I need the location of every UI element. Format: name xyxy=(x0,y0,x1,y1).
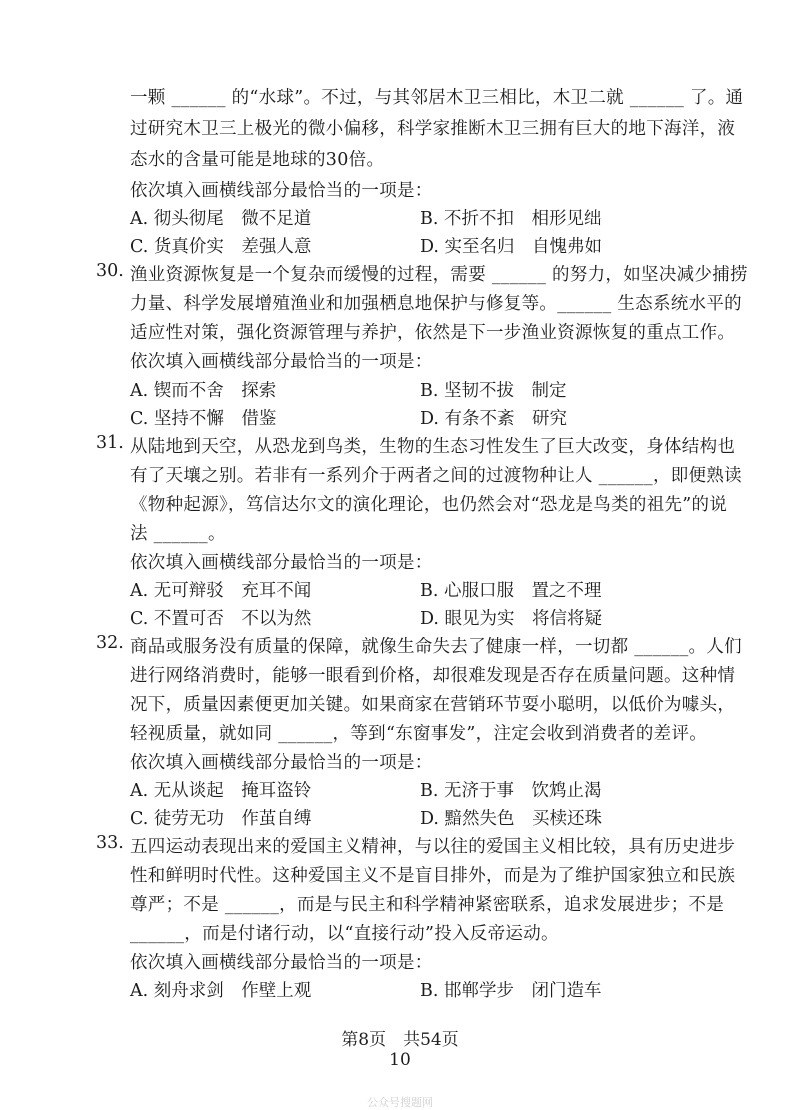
q30-option-c[interactable]: C. 坚持不懈 借鉴 xyxy=(130,409,277,429)
q33-stem-line-2: 性和鲜明时代性。这种爱国主义不是盲目排外，而是为了维护国家独立和民族 xyxy=(130,866,736,886)
q32-stem-line-1: 商品或服务没有质量的保障，就像生命失去了健康一样，一切都 ______。人们 xyxy=(130,637,742,657)
q32-option-b[interactable]: B. 无济于事 饮鸩止渴 xyxy=(420,781,602,801)
q29-option-d[interactable]: D. 实至名归 自愧弗如 xyxy=(420,237,603,257)
q31-option-c[interactable]: C. 不置可否 不以为然 xyxy=(130,609,312,629)
q30-stem-line-1: 渔业资源恢复是一个复杂而缓慢的过程，需要 ______ 的努力，如坚决减少捕捞 xyxy=(130,265,748,285)
q33-option-a[interactable]: A. 刻舟求剑 作壁上观 xyxy=(130,981,312,1001)
q29-stem-line-1: 一颗 ______ 的“水球”。不过，与其邻居木卫三相比，木卫二就 ______ 了。通 xyxy=(130,88,744,108)
q31-prompt: 依次填入画横线部分最恰当的一项是： xyxy=(130,553,433,573)
q31-option-a[interactable]: A. 无可辩驳 充耳不闻 xyxy=(130,581,312,601)
q30-prompt: 依次填入画横线部分最恰当的一项是： xyxy=(130,352,433,372)
q33-number: 33. xyxy=(96,833,124,853)
q31-number: 31. xyxy=(96,433,124,453)
q32-stem-line-4: 轻视质量，就如同 ______，等到“东窗事发”，注定会收到消费者的差评。 xyxy=(130,724,708,744)
q30-option-d[interactable]: D. 有条不紊 研究 xyxy=(420,409,568,429)
q29-option-b[interactable]: B. 不折不扣 相形见绌 xyxy=(420,209,602,229)
q32-prompt: 依次填入画横线部分最恰当的一项是： xyxy=(130,753,433,773)
q29-stem-line-2: 过研究木卫三上极光的微小偏移，科学家推断木卫三拥有巨大的地下海洋，液 xyxy=(130,119,736,139)
page-of-total: 第8页 共54页 xyxy=(341,1030,459,1050)
q30-number: 30. xyxy=(96,261,124,281)
q30-option-a[interactable]: A. 锲而不舍 探索 xyxy=(130,381,277,401)
q33-option-b[interactable]: B. 邯郸学步 闭门造车 xyxy=(420,981,602,1001)
q32-stem-line-3: 况下，质量因素便更加关键。如果商家在营销环节耍小聪明，以低价为噱头， xyxy=(130,695,736,715)
q29-option-c[interactable]: C. 货真价实 差强人意 xyxy=(130,237,312,257)
q32-number: 32. xyxy=(96,633,124,653)
q32-option-a[interactable]: A. 无从谈起 掩耳盗铃 xyxy=(130,781,312,801)
q31-stem-line-2: 有了天壤之别。若非有一系列介于两者之间的过渡物种让人 ______，即便熟读 xyxy=(130,466,742,486)
q31-stem-line-3: 《物种起源》，笃信达尔文的演化理论，也仍然会对“恐龙是鸟类的祖先”的说 xyxy=(130,495,728,515)
q32-option-d[interactable]: D. 黯然失色 买椟还珠 xyxy=(420,809,603,829)
q30-stem-line-2: 力量、科学发展增殖渔业和加强栖息地保护与修复等。______ 生态系统水平的 xyxy=(130,294,742,314)
q33-stem-line-4: ______，而是付诸行动，以“直接行动”投入反帝运动。 xyxy=(130,924,559,944)
page-number: 10 xyxy=(389,1050,411,1070)
q29-stem-line-3: 态水的含量可能是地球的30倍。 xyxy=(130,150,385,170)
watermark-text: 公众号搜题网 xyxy=(367,1096,433,1109)
q31-stem-line-1: 从陆地到天空，从恐龙到鸟类，生物的生态习性发生了巨大改变，身体结构也 xyxy=(130,437,736,457)
q31-option-d[interactable]: D. 眼见为实 将信将疑 xyxy=(420,609,603,629)
q30-option-b[interactable]: B. 坚韧不拔 制定 xyxy=(420,381,567,401)
q32-option-c[interactable]: C. 徒劳无功 作茧自缚 xyxy=(130,809,312,829)
q33-stem-line-1: 五四运动表现出来的爱国主义精神，与以往的爱国主义相比较，具有历史进步 xyxy=(130,837,736,857)
q33-stem-line-3: 尊严；不是 ______，而是与民主和科学精神紧密联系，追求发展进步；不是 xyxy=(130,895,725,915)
q29-prompt: 依次填入画横线部分最恰当的一项是： xyxy=(130,181,433,201)
q30-stem-line-3: 适应性对策，强化资源管理与养护，依然是下一步渔业资源恢复的重点工作。 xyxy=(130,323,736,343)
q33-prompt: 依次填入画横线部分最恰当的一项是： xyxy=(130,953,433,973)
q29-option-a[interactable]: A. 彻头彻尾 微不足道 xyxy=(130,209,312,229)
q31-option-b[interactable]: B. 心服口服 置之不理 xyxy=(420,581,602,601)
q32-stem-line-2: 进行网络消费时，能够一眼看到价格，却很难发现是否存在质量问题。这种情 xyxy=(130,666,736,686)
q31-stem-line-4: 法 ______。 xyxy=(130,524,226,544)
